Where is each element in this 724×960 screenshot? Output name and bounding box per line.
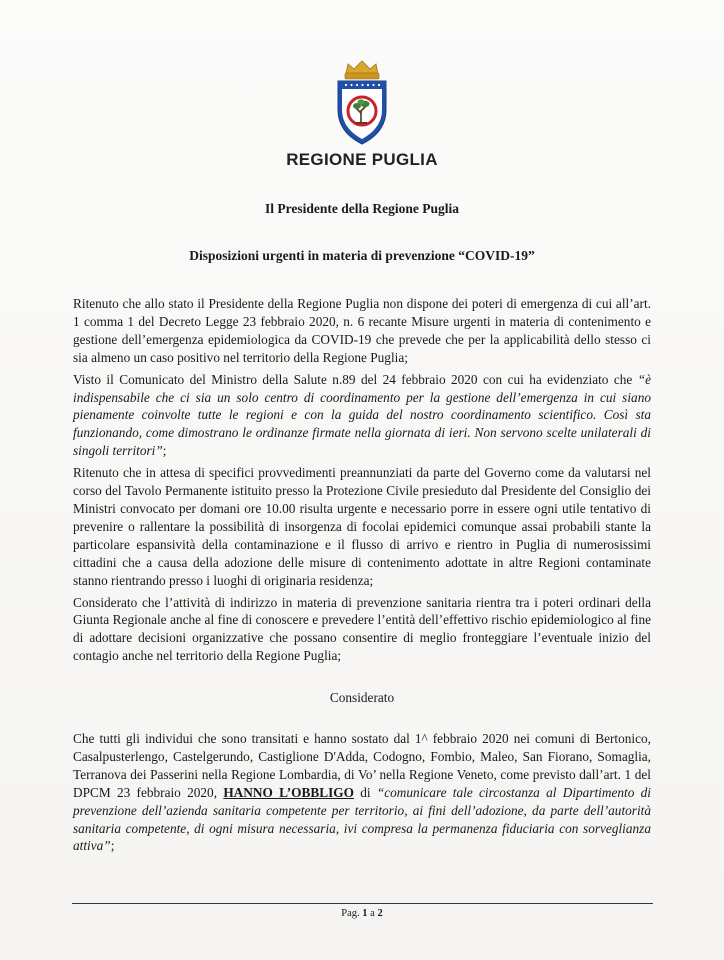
obbligo-quote: “comunicare tale circostanza al Dipartimento di prevenzione dell’azienda sanitaria competente per territorio, ai fini dell’adozione, da parte dell’autorità sanitaria competente, di ogni misura necessaria, ivi compresa la permanenza fiduciaria con sorveglianza attiva” <box>73 784 651 854</box>
paragraph-ritenuto-2: Ritenuto che in attesa di specifici provvedimenti preannunziati da parte del Governo come da valutarsi nel corso del Tavolo Permanente istituito presso la Protezione Civile presieduto dal Presidente del Consiglio dei Ministri convocato per domani ore 10.00 risulta urgente e necessario porre in essere ogni utile tentativo di prevenire o rallentare la possibilità di insorgenza di focolai epidemici comunque assai probabili stante la particolare espansività della contaminazione e il flusso di arrivo e rientro in Puglia di numerosissimi cittadini che a causa della adozione delle misure di contenimento adottate in altre Regioni contaminate stanno rientrando presso i luoghi di originaria residenza; <box>73 465 651 588</box>
page-current: 1 <box>362 908 368 919</box>
paragraph-obbligo <box>73 730 651 855</box>
paragraph-visto <box>73 371 651 461</box>
page-separator: a <box>367 908 378 919</box>
document-body <box>73 295 651 855</box>
paragraph-obbligo-di: di <box>353 784 377 800</box>
regione-puglia-logo <box>326 58 398 148</box>
page-total: 2 <box>377 908 383 919</box>
region-name: REGIONE PUGLIA <box>286 150 438 169</box>
paragraph-visto-intro: Visto il Comunicato del Ministro della Salute n.89 del 24 febbraio 2020 con cui ha evidenziato che <box>73 371 633 387</box>
section-title-considerato: Considerato <box>329 690 395 706</box>
document-subject: Disposizioni urgenti in materia di prevenzione “COVID-19” <box>189 248 535 263</box>
document-author-title: Il Presidente della Regione Puglia <box>265 201 459 216</box>
page-label: Pag. <box>341 908 363 919</box>
paragraph-considerato-1: Considerato che l’attività di indirizzo in materia di prevenzione sanitaria rientra tra i poteri ordinari della Giunta Regionale anche al fine di conoscere e prevedere l’entità dell’effettivo rischio epidemiologico al fine di adottare decisioni organizzative che possano consentire di meglio fronteggiare l’eventuale inizio del contagio anche nel territorio della Regione Puglia; <box>73 594 651 664</box>
footer-divider <box>72 903 653 904</box>
crown-icon <box>345 61 379 79</box>
page-number <box>0 908 724 919</box>
hanno-obbligo-emphasis: HANNO L’OBBLIGO <box>223 784 354 800</box>
paragraph-ritenuto-1: Ritenuto che allo stato il Presidente della Regione Puglia non dispone dei poteri di emergenza di cui all’art. 1 comma 1 del Decreto Legge 23 febbraio 2020, n. 6 recante Misure urgenti in materia di contenimento e gestione dell’emergenza epidemiologica da COVID-19 che prevede che per la applicabilità dello stesso ci sia almeno un caso positivo nel territorio della Regione Puglia; <box>73 296 651 365</box>
paragraph-obbligo-end: ; <box>110 838 115 854</box>
shield-icon <box>338 81 386 144</box>
paragraph-visto-end: ; <box>162 443 167 459</box>
paragraph-obbligo-intro: Che tutti gli individui che sono transitati e hanno sostato dal 1^ febbraio 2020 nei comuni di Bertonico, Casalpusterlengo, Castelgerundo, Castiglione D'Adda, Codogno, Fombio, Maleo, San Fiorano, Somaglia, Terranova dei Passerini nella Regione Lombardia, di Vo’ nella Regione Veneto, come previsto dall’art. 1 del DPCM 23 febbraio 2020, <box>73 731 651 800</box>
minister-quote: “è indispensabile che ci sia un solo centro di coordinamento per la gestione dell’emergenza in cui siano pienamente coinvolte tutte le regioni e con la guida del nostro coordinamento scientifico. Così sta funzionando, come dimostrano le ordinanze firmate nella giornata di ieri. Non servono scelte unilaterali di singoli territori” <box>73 371 651 459</box>
